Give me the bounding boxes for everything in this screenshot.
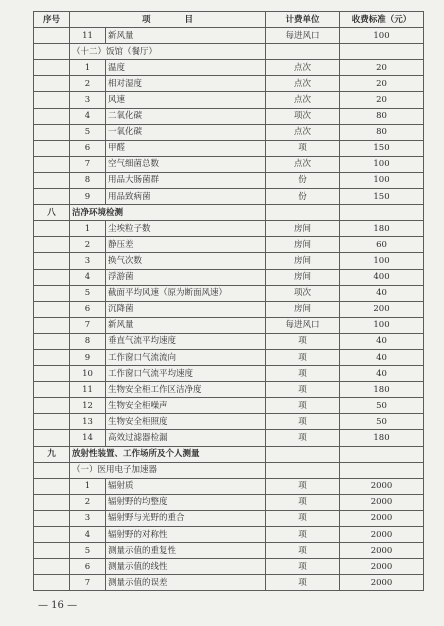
empty-unit-cell [266,446,340,462]
item-number: 3 [70,253,106,269]
item-number: 12 [70,398,106,414]
item-name: 用品大肠菌群 [106,172,266,188]
table-row [34,269,424,285]
section-cell [34,44,70,60]
header-price: 收费标准（元） [340,12,424,28]
item-price: 50 [340,414,424,430]
section-cell [34,28,70,44]
item-name: 截面平均风速（原为断面风速） [106,285,266,301]
table-row [34,124,424,140]
item-price: 100 [340,28,424,44]
section-cell [34,253,70,269]
header-unit: 计费单位 [266,12,340,28]
item-name: 测量示值的误差 [106,575,266,591]
item-unit: 点次 [266,124,340,140]
item-unit: 每进风口 [266,317,340,333]
table-row [34,494,424,510]
item-unit: 项 [266,559,340,575]
table-body [34,28,424,591]
item-unit: 房间 [266,221,340,237]
fee-table [33,11,424,591]
item-price: 180 [340,430,424,446]
section-cell [34,382,70,398]
table-row [34,430,424,446]
item-price: 2000 [340,510,424,526]
item-number: 8 [70,172,106,188]
item-unit: 房间 [266,237,340,253]
item-name: 尘埃粒子数 [106,221,266,237]
item-name: 工作窗口气流流向 [106,349,266,365]
empty-unit-cell [266,44,340,60]
item-price: 60 [340,237,424,253]
item-number: 14 [70,430,106,446]
item-price: 40 [340,285,424,301]
item-unit: 项 [266,414,340,430]
table-row [34,28,424,44]
item-unit: 房间 [266,253,340,269]
item-unit: 项次 [266,108,340,124]
item-unit: 项 [266,478,340,494]
item-unit: 项 [266,349,340,365]
table-row [34,333,424,349]
table-row [34,140,424,156]
item-number: 5 [70,285,106,301]
item-unit: 份 [266,172,340,188]
item-name: 辐射质 [106,478,266,494]
item-name: 垂直气流平均速度 [106,333,266,349]
section-cell [34,333,70,349]
section-cell [34,527,70,543]
table-row [34,156,424,172]
section-cell [34,172,70,188]
item-number: 7 [70,317,106,333]
section-cell [34,237,70,253]
item-unit: 房间 [266,301,340,317]
table-row [34,559,424,575]
table-header-row [34,12,424,28]
table-row [34,543,424,559]
item-unit: 点次 [266,92,340,108]
table-row [34,285,424,301]
table-row [34,189,424,205]
item-price: 50 [340,398,424,414]
item-unit: 项 [266,333,340,349]
section-cell [34,478,70,494]
empty-price-cell [340,446,424,462]
item-name: 一氧化碳 [106,124,266,140]
table-row [34,221,424,237]
item-number: 6 [70,140,106,156]
section-title: 洁净环境检测 [70,205,266,221]
item-price: 180 [340,221,424,237]
item-name: 工作窗口气流平均速度 [106,366,266,382]
table-row [34,301,424,317]
section-cell [34,575,70,591]
item-price: 100 [340,156,424,172]
table-row [34,510,424,526]
item-unit: 项 [266,398,340,414]
table-row [34,76,424,92]
item-name: 空气细菌总数 [106,156,266,172]
item-number: 9 [70,349,106,365]
empty-price-cell [340,462,424,478]
item-name: 浮游菌 [106,269,266,285]
item-price: 2000 [340,559,424,575]
empty-unit-cell [266,462,340,478]
table-row [34,108,424,124]
subsection-title: （一）医用电子加速器 [70,462,266,478]
page-number: — 16 — [38,600,78,611]
item-price: 40 [340,366,424,382]
item-number: 11 [70,28,106,44]
item-number: 9 [70,189,106,205]
subsection-row [34,44,424,60]
item-name: 辐射野的均整度 [106,494,266,510]
section-cell [34,349,70,365]
item-unit: 项 [266,527,340,543]
section-cell [34,430,70,446]
item-name: 辐射野的对称性 [106,527,266,543]
item-name: 测量示值的线性 [106,559,266,575]
table-row [34,366,424,382]
item-unit: 点次 [266,60,340,76]
section-cell [34,462,70,478]
section-cell [34,76,70,92]
item-price: 200 [340,301,424,317]
section-number: 九 [34,446,70,462]
item-number: 3 [70,92,106,108]
item-name: 相对湿度 [106,76,266,92]
item-number: 3 [70,510,106,526]
item-price: 20 [340,92,424,108]
section-cell [34,221,70,237]
item-name: 甲醛 [106,140,266,156]
section-row [34,446,424,462]
item-name: 生物安全柜噪声 [106,398,266,414]
table-row [34,92,424,108]
empty-unit-cell [266,205,340,221]
section-cell [34,269,70,285]
section-cell [34,543,70,559]
item-number: 5 [70,543,106,559]
item-number: 2 [70,237,106,253]
subsection-title: （十二）饭馆（餐厅） [70,44,266,60]
item-unit: 项次 [266,285,340,301]
section-cell [34,189,70,205]
item-name: 生物安全柜工作区洁净度 [106,382,266,398]
table-row [34,478,424,494]
header-serial-no: 序号 [34,12,70,28]
item-unit: 项 [266,140,340,156]
item-unit: 房间 [266,269,340,285]
item-number: 7 [70,156,106,172]
item-unit: 项 [266,543,340,559]
empty-price-cell [340,44,424,60]
section-cell [34,366,70,382]
section-cell [34,140,70,156]
item-number: 10 [70,366,106,382]
item-name: 用品致病菌 [106,189,266,205]
item-name: 静压差 [106,237,266,253]
item-price: 40 [340,333,424,349]
item-price: 2000 [340,543,424,559]
item-price: 2000 [340,478,424,494]
item-unit: 项 [266,494,340,510]
item-price: 2000 [340,494,424,510]
item-number: 1 [70,60,106,76]
item-number: 7 [70,575,106,591]
section-cell [34,398,70,414]
table-row [34,414,424,430]
section-cell [34,92,70,108]
section-cell [34,510,70,526]
table-row [34,382,424,398]
item-name: 新风量 [106,317,266,333]
item-number: 1 [70,478,106,494]
item-number: 8 [70,333,106,349]
item-unit: 每进风口 [266,28,340,44]
item-price: 150 [340,189,424,205]
item-price: 400 [340,269,424,285]
item-price: 80 [340,124,424,140]
item-unit: 项 [266,575,340,591]
item-name: 辐射野与光野的重合 [106,510,266,526]
section-cell [34,156,70,172]
item-name: 温度 [106,60,266,76]
section-cell [34,124,70,140]
item-number: 13 [70,414,106,430]
item-number: 4 [70,108,106,124]
item-price: 2000 [340,575,424,591]
item-name: 新风量 [106,28,266,44]
item-number: 11 [70,382,106,398]
item-price: 100 [340,317,424,333]
item-name: 二氧化碳 [106,108,266,124]
section-cell [34,559,70,575]
item-unit: 份 [266,189,340,205]
section-title: 放射性装置、工作场所及个人测量 [70,446,266,462]
header-item: 项 目 [70,12,266,28]
item-unit: 项 [266,366,340,382]
item-price: 80 [340,108,424,124]
table-row [34,237,424,253]
item-number: 1 [70,221,106,237]
section-row [34,205,424,221]
item-price: 150 [340,140,424,156]
table-row [34,172,424,188]
table-row [34,527,424,543]
item-price: 20 [340,76,424,92]
table-row [34,317,424,333]
item-price: 20 [340,60,424,76]
subsection-row [34,462,424,478]
section-cell [34,414,70,430]
section-cell [34,285,70,301]
item-number: 2 [70,494,106,510]
section-cell [34,301,70,317]
item-unit: 项 [266,382,340,398]
section-cell [34,108,70,124]
item-number: 2 [70,76,106,92]
section-cell [34,317,70,333]
item-price: 100 [340,172,424,188]
section-cell [34,60,70,76]
item-number: 6 [70,301,106,317]
item-unit: 点次 [266,76,340,92]
section-number: 八 [34,205,70,221]
table-row [34,349,424,365]
table-row [34,398,424,414]
item-unit: 项 [266,430,340,446]
item-number: 6 [70,559,106,575]
item-unit: 点次 [266,156,340,172]
item-price: 100 [340,253,424,269]
item-name: 换气次数 [106,253,266,269]
item-price: 180 [340,382,424,398]
table-row [34,60,424,76]
item-number: 4 [70,269,106,285]
empty-price-cell [340,205,424,221]
item-name: 生物安全柜照度 [106,414,266,430]
item-name: 高效过滤器检漏 [106,430,266,446]
table-row [34,575,424,591]
item-price: 40 [340,349,424,365]
item-number: 5 [70,124,106,140]
item-number: 4 [70,527,106,543]
item-name: 测量示值的重复性 [106,543,266,559]
section-cell [34,494,70,510]
item-price: 2000 [340,527,424,543]
table-row [34,253,424,269]
item-name: 风速 [106,92,266,108]
item-unit: 项 [266,510,340,526]
item-name: 沉降菌 [106,301,266,317]
